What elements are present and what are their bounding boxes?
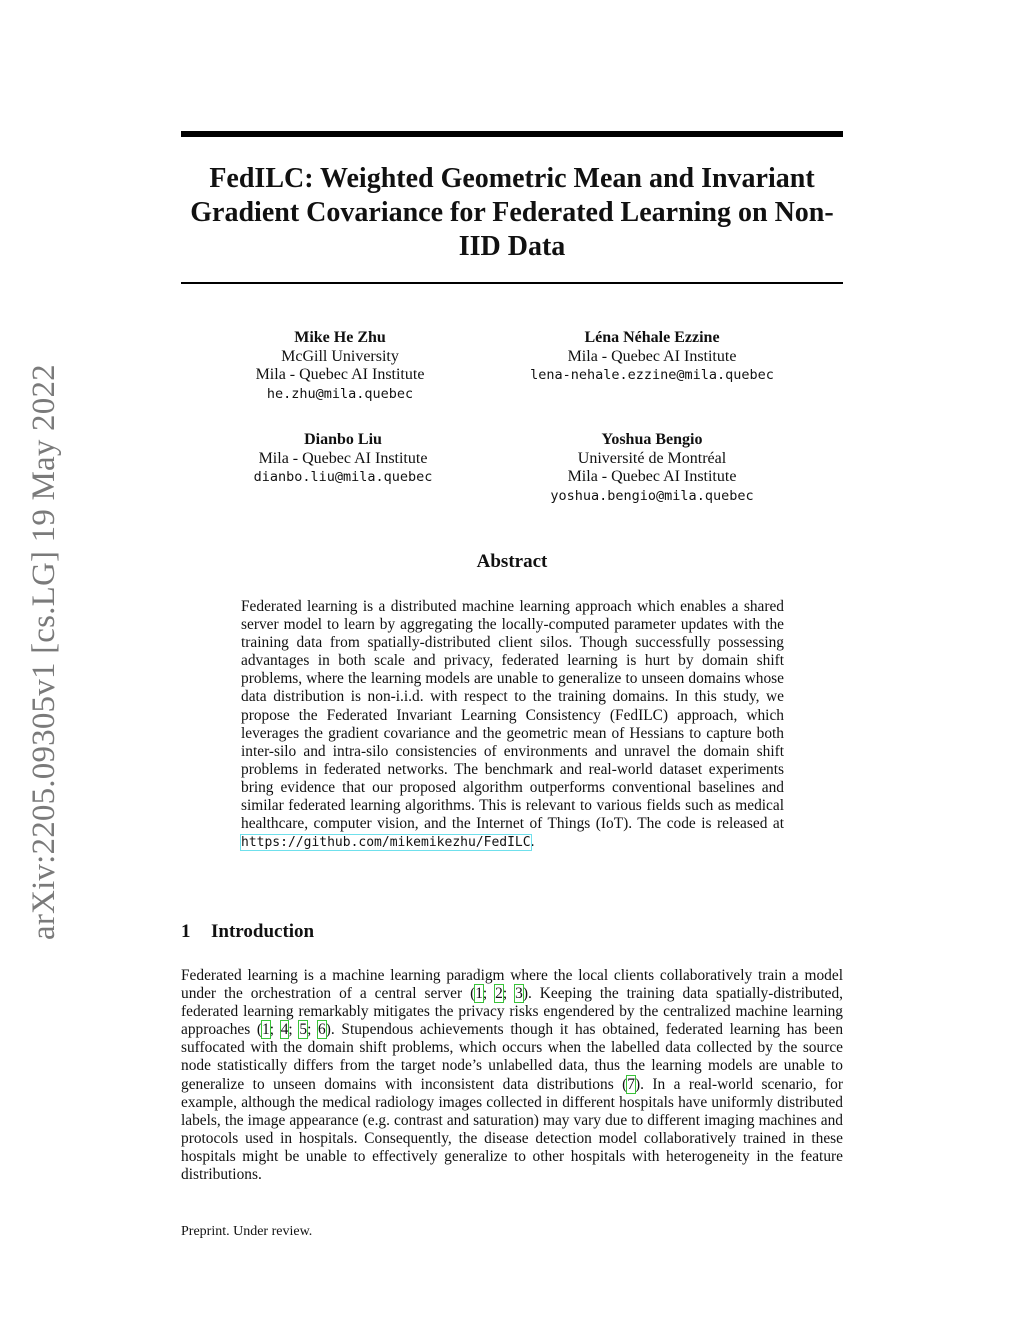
citation-separator: ; — [269, 1021, 281, 1039]
intro-text: ). Stupendous achievements though it has obtained, federated learning has been suffocated with the domain shift problems, which occurs when the labelled data collected by the source node statistically differs from the target node’s unlabelled data, thus the learning models are unable to generalize to unseen domains with inconsistent data distributions ( — [181, 1021, 844, 1093]
citation-link[interactable]: 1 — [262, 1021, 270, 1039]
citation-link[interactable]: 1 — [475, 985, 483, 1003]
author-affiliation: Université de Montréal — [577, 449, 727, 467]
author-name: Mike He Zhu — [294, 329, 386, 346]
intro-paragraph — [181, 967, 843, 1184]
author-email[interactable]: lena-nehale.ezzine@mila.quebec — [530, 367, 774, 383]
citation-link[interactable]: 6 — [318, 1021, 326, 1039]
intro-text: Federated learning is a machine learning paradigm where the local clients collaboratively train a model under the orchestration of a central server ( — [181, 967, 843, 1003]
author-affiliation: Mila - Quebec AI Institute — [258, 449, 428, 467]
author-name: Dianbo Liu — [304, 431, 382, 448]
footer-note: Preprint. Under review. — [181, 1224, 313, 1239]
arxiv-stamp: arXiv:2205.09305v1 [cs.LG] 19 May 2022 — [26, 364, 62, 940]
section-number: 1 — [181, 921, 191, 942]
author-affiliation: McGill University — [281, 347, 399, 365]
citation-separator: ; — [502, 985, 516, 1003]
citation-link[interactable]: 5 — [299, 1021, 308, 1039]
author-block — [512, 329, 792, 385]
author-name: Yoshua Bengio — [601, 431, 703, 448]
abstract-text — [241, 598, 784, 852]
section-title: Introduction — [211, 921, 315, 942]
citation-link[interactable]: 4 — [280, 1021, 289, 1039]
code-link[interactable]: https://github.com/mikemikezhu/FedILC — [241, 835, 531, 851]
section-heading-introduction — [181, 921, 314, 943]
author-email[interactable]: he.zhu@mila.quebec — [266, 385, 414, 402]
intro-text: ). Keeping the training data spatially-distributed, federated learning remarkably mitigates the privacy risks engendered by the centralized machine learning approaches ( — [181, 985, 844, 1039]
citation-separator: ; — [307, 1021, 319, 1039]
author-name: Léna Néhale Ezzine — [584, 329, 720, 346]
citation-separator: ; — [288, 1021, 300, 1039]
abstract-body: Federated learning is a distributed machine learning approach which enables a shared server model to learn by aggregating the locally-computed parameter updates with the training data from spatially-distributed client silos. Though successfully possessing advantages in both scale and privacy, federated learning is hurt by domain shift problems, where the learning models are unable to generalize to unseen domains whose data distribution is non-i.i.d. with respect to the training domains. In this study, we propose the Federated Invariant Learning Consistency (FedILC) approach, which leverages the gradient covariance and the geometric mean of Hessians to capture both inter-silo and intra-silo consistencies of environments and unravel the domain shift problems in federated networks. The benchmark and real-world dataset experiments bring evidence that our proposed algorithm outperforms conventional baselines and similar federated learning algorithms. This is relevant to various fields such as medical healthcare, computer vision, and the Internet of Things (IoT). The code is released at — [241, 598, 784, 833]
paper-title: FedILC: Weighted Geometric Mean and Invariant Gradient Covariance for Federated Learning on Non-IID Data — [190, 163, 834, 262]
citation-link[interactable]: 3 — [515, 985, 523, 1003]
author-block — [200, 329, 480, 403]
author-email[interactable]: yoshua.bengio@mila.quebec — [550, 487, 754, 504]
title-bottom-rule — [181, 282, 843, 284]
citation-separator: ; — [482, 985, 496, 1003]
abstract-end: . — [530, 833, 535, 851]
intro-text: ). In a real-world scenario, for example, although the medical radiology images collected in different hospitals have uniformly distributed labels, the image appearance (e.g. contrast and saturation) may vary due to different imaging machines and protocols used in hospitals. Consequently, the disease detection model collaboratively trained in these hospitals might be unable to effectively generalize to other hospitals with heterogeneity in the feature distributions. — [181, 1075, 843, 1184]
author-block — [512, 431, 792, 505]
author-block — [237, 431, 449, 487]
abstract-heading: Abstract — [476, 551, 548, 572]
author-email[interactable]: dianbo.liu@mila.quebec — [253, 469, 433, 485]
author-affiliation: Mila - Quebec AI Institute — [567, 347, 737, 365]
citation-link[interactable]: 7 — [627, 1075, 635, 1093]
citation-link[interactable]: 2 — [495, 985, 503, 1003]
author-affiliation: Mila - Quebec AI Institute — [255, 366, 425, 383]
author-affiliation: Mila - Quebec AI Institute — [567, 468, 737, 485]
title-top-rule — [181, 131, 843, 137]
